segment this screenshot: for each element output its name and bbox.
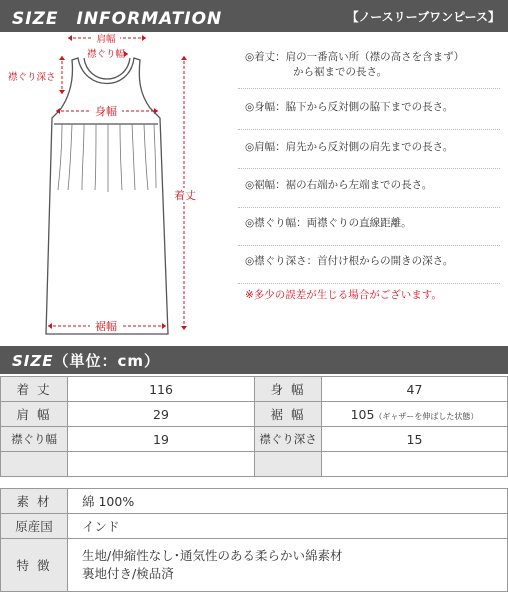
table-row: [1, 427, 508, 452]
row-label: 裾 幅: [255, 402, 322, 427]
size-title: SIZE: [12, 352, 54, 370]
row-value: 47: [322, 377, 508, 402]
shoulder-label: 肩幅: [96, 34, 116, 45]
origin-value: インド: [68, 514, 508, 539]
origin-label: 原産国: [1, 514, 68, 539]
row-value: 19: [68, 427, 255, 452]
features-label: 特 徴: [1, 539, 68, 592]
row-label: 肩 幅: [1, 402, 68, 427]
table-row: [1, 539, 508, 592]
note-divider: [238, 283, 500, 284]
length-label: 着丈: [174, 189, 196, 202]
table-row: [1, 402, 508, 427]
table-row: [1, 452, 508, 477]
spec-table: [0, 488, 508, 592]
note-divider: [238, 245, 500, 246]
section-title: SIZE INFORMATION: [12, 9, 223, 29]
note-neck-width: ◎襟ぐり幅：両襟ぐりの直線距離。: [245, 217, 412, 229]
row-value: 105（ギャザーを伸ばした状態）: [322, 402, 508, 427]
note-shoulder-width: ◎肩幅：肩先から反対側の肩先までの長さ。: [245, 141, 454, 153]
note-tolerance-warning: ※多少の誤差が生じる場合がございます。: [245, 289, 442, 301]
garment-diagram: [0, 32, 230, 346]
material-label: 素 材: [1, 489, 68, 514]
row-value: 116: [68, 377, 255, 402]
product-type-tag: 【ノースリーブワンピース】: [346, 10, 500, 24]
size-table: [0, 376, 508, 477]
neck-depth-label: 襟ぐり深さ: [8, 72, 56, 83]
row-label: 着 丈: [1, 377, 68, 402]
table-row: [1, 489, 508, 514]
row-value: 15: [322, 427, 508, 452]
row-value: 29: [68, 402, 255, 427]
row-value: [322, 452, 508, 477]
note-divider: [238, 168, 500, 169]
hem-width-label: 裾幅: [95, 320, 117, 333]
size-table-header: [0, 346, 508, 374]
note-neck-depth: ◎襟ぐり深さ：首付け根からの開きの深さ。: [245, 255, 454, 267]
body-width-label: 身幅: [95, 105, 117, 118]
note-length: ◎着丈：肩の一番高い所（襟の高さを含まず） から裾までの長さ。: [245, 51, 465, 78]
note-hem-width: ◎裾幅：裾の右端から左端までの長さ。: [245, 179, 433, 191]
row-label: 襟ぐり深さ: [255, 427, 322, 452]
neck-width-label: 襟ぐり幅: [86, 49, 126, 60]
table-row: [1, 377, 508, 402]
size-information-header: [0, 0, 508, 32]
note-body-width: ◎身幅：脇下から反対側の脇下までの長さ。: [245, 101, 454, 113]
row-value: [68, 452, 255, 477]
row-label: [255, 452, 322, 477]
table-row: [1, 514, 508, 539]
unit-label: （単位：cm）: [53, 352, 161, 370]
material-value: 綿 100%: [68, 489, 508, 514]
note-divider: [238, 88, 500, 89]
note-divider: [238, 129, 500, 130]
note-divider: [238, 207, 500, 208]
row-label: 襟ぐり幅: [1, 427, 68, 452]
row-label: 身 幅: [255, 377, 322, 402]
features-value: 生地/伸縮性なし･通気性のある柔らかい綿素材 裏地付き/検品済: [68, 539, 508, 592]
row-label: [1, 452, 68, 477]
